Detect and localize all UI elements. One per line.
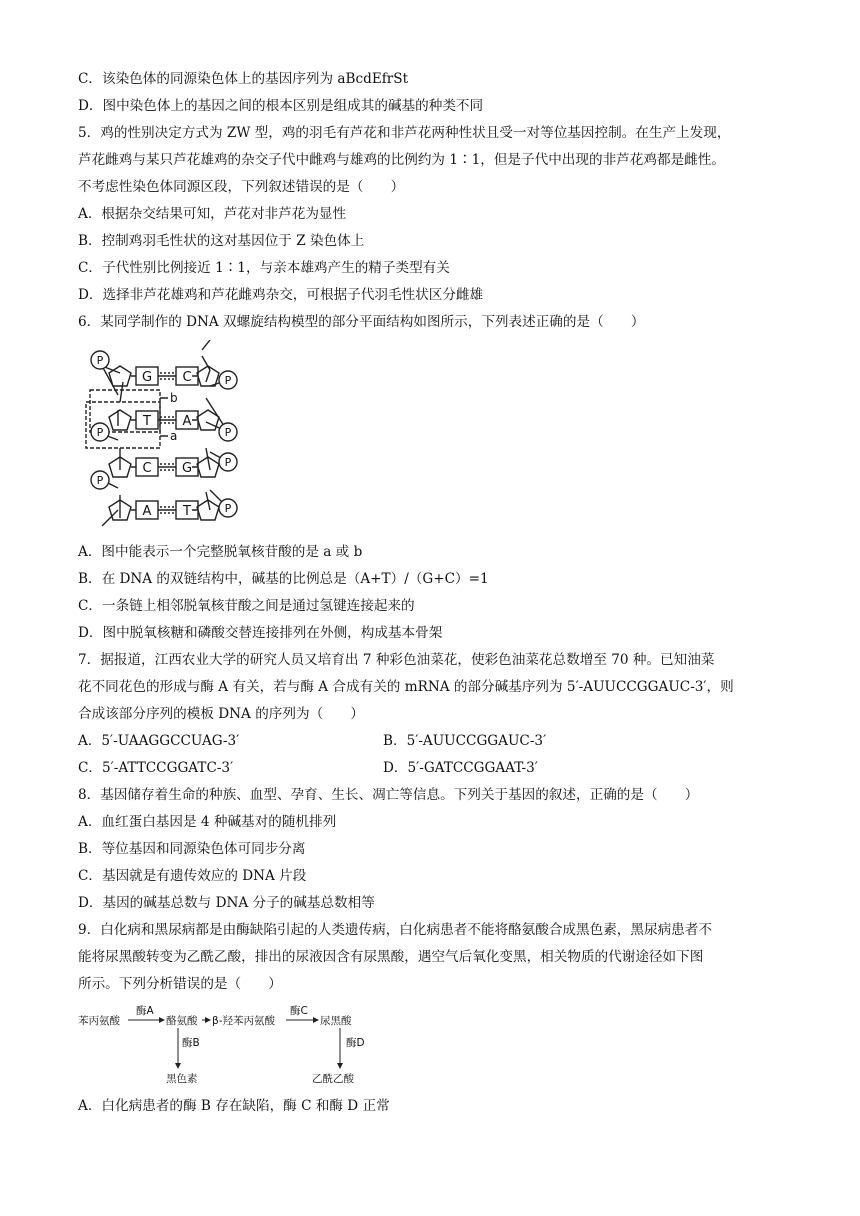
enzyme-c-label: 酶C bbox=[290, 1005, 308, 1017]
q7-option-c: C．5′-ATTCCGGATC-3′ bbox=[78, 760, 234, 776]
q7-option-b: B．5′-AUUCCGGAUC-3′ bbox=[383, 733, 547, 749]
base-label: G bbox=[141, 370, 153, 385]
q9-option-a: A．白化病患者的酶 B 存在缺陷，酶 C 和酶 D 正常 bbox=[78, 1098, 390, 1114]
phosphate-label: P bbox=[224, 426, 232, 439]
enzyme-d-label: 酶D bbox=[346, 1037, 365, 1049]
q9-stem-line1: 9．白化病和黑尿病都是由酶缺陷引起的人类遗传病，白化病患者不能将酪氨酸合成黑色素，黑尿病患者不 bbox=[78, 922, 712, 938]
q7-stem-line2: 花不同花色的形成与酶 A 有关，若与酶 A 合成有关的 mRNA 的部分碱基序列为 5′-AUUCCGGAUC-3′，则 bbox=[78, 679, 734, 695]
label-b: b bbox=[170, 391, 178, 405]
q5-option-d: D．选择非芦花雄鸡和芦花雌鸡杂交，可根据子代羽毛性状区分雌雄 bbox=[78, 287, 484, 303]
q6-option-a: A．图中能表示一个完整脱氧核苷酸的是 a 或 b bbox=[78, 544, 363, 560]
q6-option-b: B．在 DNA 的双链结构中，碱基的比例总是（A+T）/（G+C）=1 bbox=[78, 571, 489, 587]
acetoacetate-label: 乙酰乙酸 bbox=[312, 1073, 354, 1085]
q8-stem: 8．基因储存着生命的种族、血型、孕育、生长、凋亡等信息。下列关于基因的叙述，正确的是（ ） bbox=[78, 787, 699, 803]
phosphate-label: P bbox=[224, 502, 232, 515]
base-label: C bbox=[142, 461, 152, 476]
phosphate-label: P bbox=[224, 456, 232, 469]
base-label: T bbox=[183, 504, 191, 519]
q6-option-c: C．一条链上相邻脱氧核苷酸之间是通过氢键连接起来的 bbox=[78, 598, 415, 614]
q8-option-c: C．基因就是有遗传效应的 DNA 片段 bbox=[78, 868, 307, 884]
q5-option-b: B．控制鸡羽毛性状的这对基因位于 Z 染色体上 bbox=[78, 233, 365, 249]
q7-stem-line1: 7．据报道，江西农业大学的研究人员又培育出 7 种彩色油菜花，使彩色油菜花总数增至 70 种。已知油菜 bbox=[78, 652, 715, 668]
melanin-label: 黑色素 bbox=[166, 1073, 198, 1085]
label-a: a bbox=[170, 429, 178, 443]
q4-option-c: C．该染色体的同源染色体上的基因序列为 aBcdEfrSt bbox=[78, 71, 409, 87]
q8-option-d: D．基因的碱基总数与 DNA 分子的碱基总数相等 bbox=[78, 895, 375, 911]
phosphate-label: P bbox=[96, 474, 104, 487]
q5-stem-line2: 芦花雌鸡与某只芦花雄鸡的杂交子代中雌鸡与雄鸡的比例约为 1∶1，但是子代中出现的非芦花鸡都是雌性。 bbox=[78, 152, 725, 168]
q6-stem: 6．某同学制作的 DNA 双螺旋结构模型的部分平面结构如图所示，下列表述正确的是（ ） bbox=[78, 314, 645, 330]
hydroxyphenylalanine-label: β-羟苯丙氨酸 bbox=[212, 1015, 275, 1027]
base-label: A bbox=[142, 504, 152, 519]
q6-option-d: D．图中脱氧核糖和磷酸交替连接排列在外侧，构成基本骨架 bbox=[78, 625, 443, 641]
base-label: C bbox=[182, 370, 192, 385]
enzyme-a-label: 酶A bbox=[136, 1005, 154, 1017]
phenylalanine-label: 苯丙氨酸 bbox=[78, 1015, 120, 1027]
q8-option-b: B．等位基因和同源染色体可同步分离 bbox=[78, 841, 306, 857]
q8-option-a: A．血红蛋白基因是 4 种碱基对的随机排列 bbox=[78, 814, 337, 830]
q5-stem-line1: 5．鸡的性别决定方式为 ZW 型，鸡的羽毛有芦花和非芦花两种性状且受一对等位基因控制。在生产上发现， bbox=[78, 125, 731, 141]
enzyme-b-label: 酶B bbox=[182, 1037, 200, 1049]
phosphate-label: P bbox=[96, 354, 104, 367]
q5-option-c: C．子代性别比例接近 1∶1，与亲本雄鸡产生的精子类型有关 bbox=[78, 260, 450, 276]
phosphate-label: P bbox=[96, 426, 104, 439]
phosphate-label: P bbox=[224, 374, 232, 387]
q4-option-d: D．图中染色体上的基因之间的根本区别是组成其的碱基的种类不同 bbox=[78, 98, 484, 114]
q7-option-d: D．5′-GATCCGGAAT-3′ bbox=[383, 760, 538, 776]
q7-option-a: A．5′-UAAGGCCUAG-3′ bbox=[78, 733, 240, 749]
metabolic-pathway-diagram bbox=[78, 1000, 378, 1090]
homogentisic-acid-label: 尿黑酸 bbox=[320, 1015, 352, 1027]
base-label: A bbox=[182, 414, 192, 429]
q5-option-a: A．根据杂交结果可知，芦花对非芦花为显性 bbox=[78, 206, 347, 222]
base-label: T bbox=[143, 414, 151, 429]
tyrosine-label: 酪氨酸 bbox=[166, 1015, 198, 1027]
dna-model-figure bbox=[80, 340, 250, 532]
q9-stem-line3: 所示。下列分析错误的是（ ） bbox=[78, 976, 282, 992]
base-label: G bbox=[181, 461, 193, 476]
q9-stem-line2: 能将尿黑酸转变为乙酰乙酸，排出的尿液因含有尿黑酸，遇空气后氧化变黑，相关物质的代谢途径如下图 bbox=[78, 949, 704, 965]
q5-stem-line3: 不考虑性染色体同源区段，下列叙述错误的是（ ） bbox=[78, 179, 405, 195]
q7-stem-line3: 合成该部分序列的模板 DNA 的序列为（ ） bbox=[78, 706, 364, 722]
